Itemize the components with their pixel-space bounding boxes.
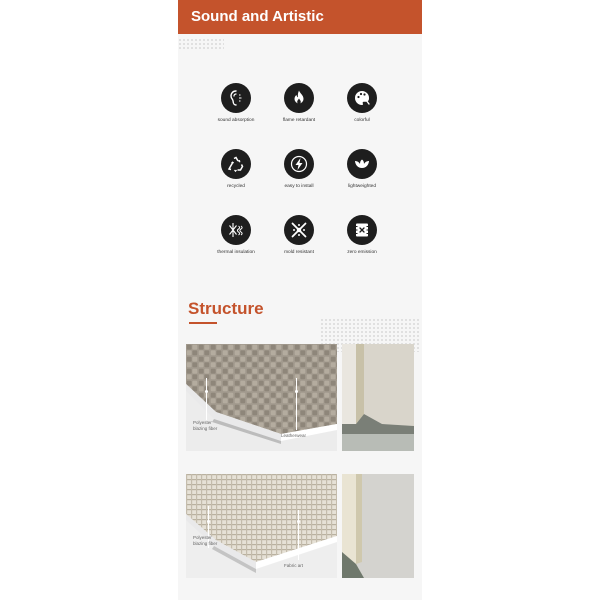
lightning-icon	[284, 149, 314, 179]
feature-label: colorful	[354, 118, 370, 123]
feature-label: recycled	[227, 184, 245, 189]
feature-recycled	[201, 149, 271, 189]
recycle-icon	[221, 149, 251, 179]
feather-icon	[347, 149, 377, 179]
callout-line-right	[298, 510, 299, 560]
callout-polyester-fiber-1: Polyester blazing fiber	[193, 420, 218, 431]
banner-title: Sound and Artistic	[191, 8, 324, 25]
callout-dot-left	[207, 520, 210, 523]
feature-label: sound absorption	[217, 118, 255, 123]
feature-sound-absorption	[201, 83, 271, 123]
banner	[178, 0, 422, 34]
feature-thermal-insulation	[201, 215, 271, 255]
feature-lightweighted	[327, 149, 397, 189]
feature-colorful	[327, 83, 397, 123]
feature-label: mold resistant	[284, 250, 314, 255]
feature-mold-resistant	[264, 215, 334, 255]
leatherwear-board-photo	[186, 344, 337, 451]
zero-emission-icon	[347, 215, 377, 245]
callout-fabric-art: Fabric art	[284, 563, 304, 568]
callout-leatherwear: Leatherwear	[281, 433, 307, 438]
callout-dot-right	[297, 520, 300, 523]
flame-icon	[284, 83, 314, 113]
feature-flame-retardant	[264, 83, 334, 123]
callout-dot-left	[205, 390, 208, 393]
callout-line-left	[206, 378, 207, 420]
dot-pattern-top	[178, 38, 224, 50]
mold-bacteria-icon	[284, 215, 314, 245]
feature-label: thermal insulation	[217, 250, 255, 255]
fabric-art-board-photo	[186, 474, 337, 578]
callout-polyester-fiber-2: Polyester blazing fiber	[193, 535, 218, 546]
callout-line-right	[296, 378, 297, 430]
feature-zero-emission	[327, 215, 397, 255]
feature-label: easy to install	[284, 184, 314, 189]
ear-icon	[221, 83, 251, 113]
structure-title-underline	[189, 322, 217, 324]
feature-label: flame retardant	[282, 118, 316, 123]
feature-easy-to-install	[264, 149, 334, 189]
feature-label: lightweighted	[347, 184, 376, 189]
snowflake-icon	[221, 215, 251, 245]
fabric-art-board-closeup	[342, 474, 414, 578]
structure-title: Structure	[188, 299, 264, 318]
feature-label: zero emission	[347, 250, 377, 255]
callout-dot-right	[295, 390, 298, 393]
leatherwear-board-closeup	[342, 344, 414, 451]
palette-icon	[347, 83, 377, 113]
